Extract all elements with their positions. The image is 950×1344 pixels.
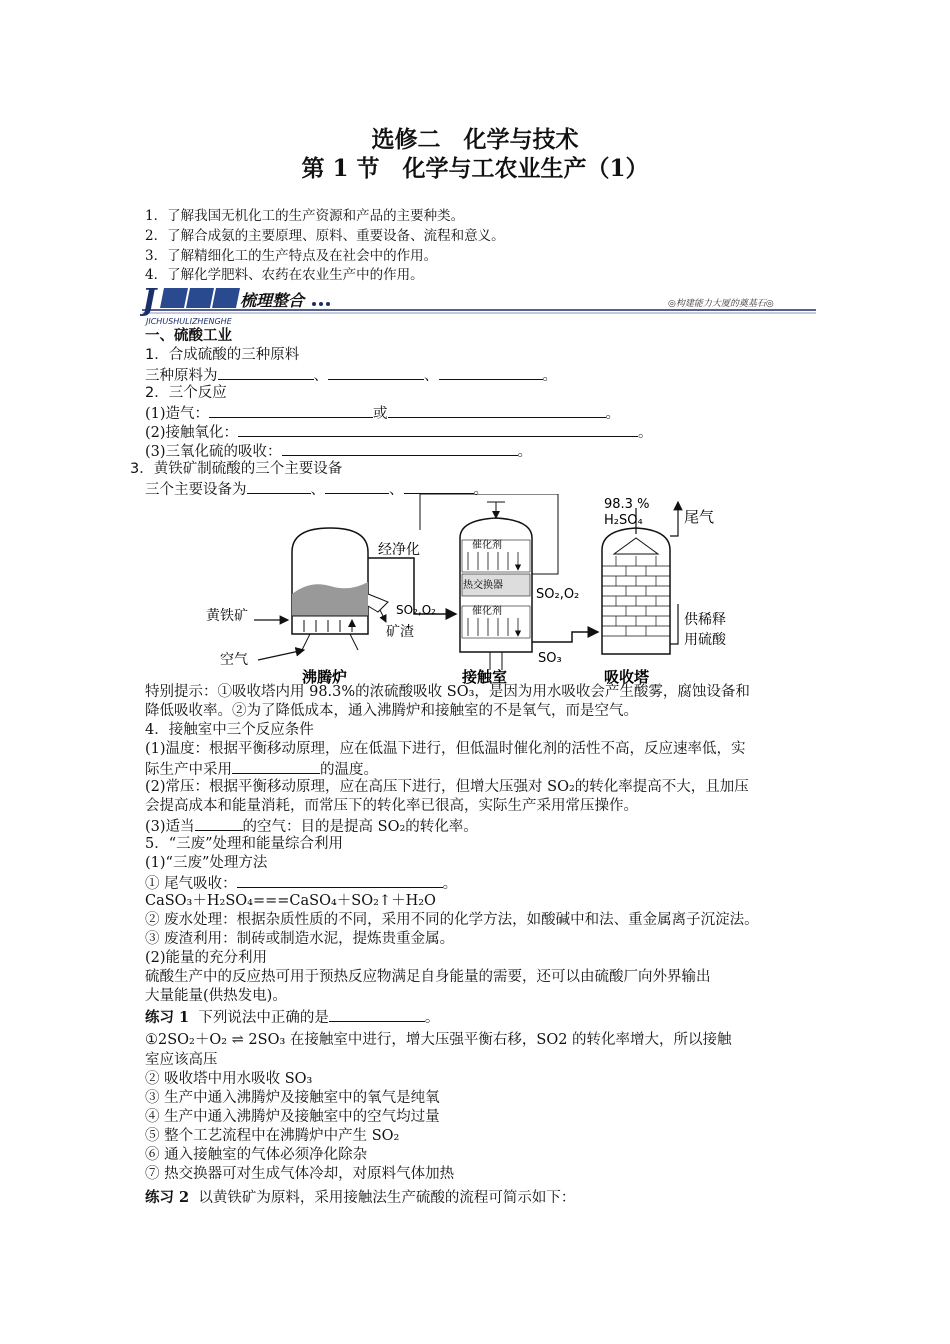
end: 。: [473, 482, 488, 498]
boiling-furnace-label: 沸腾炉: [302, 668, 348, 686]
exercise-label: 练习 2: [145, 1189, 190, 1206]
end: 。: [638, 425, 653, 441]
objective-item: 3．了解精细化工的生产特点及在社会中的作用。: [145, 248, 438, 264]
text: 的空气：目的是提高 SO₂的转化率。: [242, 819, 478, 835]
exercise-1-item: ①2SO₂＋O₂ ⇌ 2SO₃ 在接触室中进行，增大压强平衡右移，SO2 的转化率增大，所以接触: [145, 1032, 732, 1048]
waste-slag-line: ③ 废渣利用：制砖或制造水泥，提炼贵重金属。: [145, 931, 455, 947]
section-banner: [140, 284, 816, 330]
air-label: 空气: [220, 652, 248, 668]
objective-item: 2．了解合成氨的主要原理、原料、重要设备、流程和意义。: [145, 228, 505, 244]
subheading: 2．三个反应: [145, 385, 227, 401]
acid-percent-label: 98.3 %: [604, 497, 650, 512]
absorption-tower: [602, 508, 670, 654]
energy-line-2: 大量能量(供热发电)。: [145, 988, 287, 1004]
reaction-line-2: [145, 422, 653, 443]
subheading: 1．合成硫酸的三种原料: [145, 347, 300, 363]
dilute-acid-label-1: 供稀释: [684, 612, 726, 628]
section-title: 第 1 节 化学与工农业生产（1）: [301, 155, 649, 182]
prefix: 三个主要设备为: [145, 482, 247, 498]
text: 以黄铁矿为原料，采用接触法生产硫酸的流程可简示如下：: [198, 1190, 576, 1206]
air-line: [145, 816, 478, 837]
acid-formula-label: H₂SO₄: [604, 513, 643, 528]
pressure-line-2: 会提高成本和能量消耗，而常压下的转化率已很高，实际生产采用常压操作。: [145, 798, 638, 814]
end: 。: [605, 406, 621, 422]
pressure-line-1: (2)常压：根据平衡移动原理，应在高压下进行，但增大压强对 SO₂的转化率提高不大，且加压: [145, 779, 749, 795]
exercise-1-stem: [145, 1007, 439, 1028]
end: 。: [517, 444, 533, 460]
text: 的温度。: [320, 762, 378, 778]
subheading: 4．接触室中三个反应条件: [145, 722, 314, 738]
exercise-label: 练习 1: [145, 1009, 190, 1026]
objective-item: 4．了解化学肥料、农药在农业生产中的作用。: [145, 267, 424, 283]
text: 。: [442, 876, 458, 892]
raw-materials-line: [145, 365, 557, 386]
banner-slogan: ◎构建能力大厦的奠基石◎: [668, 299, 774, 309]
prefix: 三种原料为: [145, 368, 218, 384]
tip-line-2: 降低吸收率。②为了降低成本，通入沸腾炉和接触室的不是氧气，而是空气。: [145, 703, 638, 719]
exercise-1-item: 室应该高压: [145, 1052, 218, 1068]
equation-line: CaSO₃＋H₂SO₄===CaSO₄＋SO₂↑＋H₂O: [145, 893, 436, 909]
exercise-2-stem: [145, 1188, 575, 1208]
so2o2-label-1: SO₂,O₂: [396, 603, 436, 617]
text: 际生产中采用: [145, 762, 232, 778]
dilute-acid-label-2: 用硫酸: [684, 632, 726, 648]
end: 。: [542, 368, 557, 384]
label: 或: [373, 406, 388, 422]
objective-item: 1．了解我国无机化工的生产资源和产品的主要种类。: [145, 208, 465, 224]
label: (1)造气：: [145, 406, 210, 422]
catalyst-label-top: 催化剂: [472, 540, 502, 551]
exercise-1-item: ③ 生产中通入沸腾炉及接触室中的氧气是纯氧: [145, 1090, 440, 1106]
tip-line-1: 特别提示：①吸收塔内用 98.3%的浓硫酸吸收 SO₃，是因为用水吸收会产生酸雾，腐蚀设备和: [145, 684, 750, 700]
temperature-line-2: [145, 759, 378, 780]
slag-label: 矿渣: [386, 624, 414, 640]
sep: 、: [310, 482, 325, 498]
section-heading: 一、硫酸工业: [145, 328, 232, 344]
wastewater-line: ② 废水处理：根据杂质性质的不同，采用不同的化学方法，如酸碱中和法、重金属离子沉淀法。: [145, 912, 759, 928]
reaction-line-1: [145, 403, 620, 424]
exercise-1-item: ⑤ 整个工艺流程中在沸腾炉中产生 SO₂: [145, 1128, 400, 1144]
energy-heading: (2)能量的充分利用: [145, 950, 268, 966]
tail-gas-label: 尾气: [684, 508, 715, 526]
boiling-furnace: [292, 528, 388, 650]
sep: 、: [389, 482, 404, 498]
label: (2)接触氧化：: [145, 425, 239, 441]
so3-label: SO₃: [538, 651, 562, 666]
pyrite-label: 黄铁矿: [206, 608, 248, 624]
purify-label: 经净化: [378, 542, 420, 558]
text: ① 尾气吸收：: [145, 876, 237, 892]
sep: 、: [424, 368, 439, 384]
exercise-1-item: ⑥ 通入接触室的气体必须净化除杂: [145, 1147, 368, 1163]
reaction-line-3: [145, 441, 532, 462]
exercise-1-item: ② 吸收塔中用水吸收 SO₃: [145, 1071, 313, 1087]
tail-gas-line: [145, 873, 457, 894]
absorption-tower-label: 吸收塔: [604, 668, 650, 686]
sulfuric-acid-process-diagram: [200, 494, 760, 686]
heat-exchanger-label: 热交换器: [463, 580, 503, 591]
banner-pinyin: JICHUSHULIZHENGHE: [146, 317, 232, 326]
contact-chamber-label: 接触室: [462, 668, 508, 686]
text: 。: [424, 1010, 440, 1026]
text: (3)适当: [145, 819, 195, 835]
label: (3)三氧化硫的吸收：: [145, 444, 282, 460]
exercise-1-item: ④ 生产中通入沸腾炉及接触室中的空气均过量: [145, 1109, 440, 1125]
waste-heading: (1)“三废”处理方法: [145, 855, 268, 871]
so2o2-label-2: SO₂,O₂: [536, 587, 580, 602]
energy-line-1: 硫酸生产中的反应热可用于预热反应物满足自身能量的需要，还可以由硫酸厂向外界输出: [145, 969, 711, 985]
exercise-1-item: ⑦ 热交换器可对生成气体冷却，对原料气体加热: [145, 1166, 455, 1182]
banner-title: 梳理整合: [240, 291, 305, 310]
temperature-line-1: (1)温度：根据平衡移动原理，应在低温下进行，但低温时催化剂的活性不高，反应速率低，实: [145, 741, 746, 757]
chapter-title: 选修二 化学与技术: [371, 126, 579, 153]
banner-letter: J: [142, 284, 157, 318]
sep: 、: [313, 368, 328, 384]
subheading: 5．“三废”处理和能量综合利用: [145, 836, 344, 852]
catalyst-label-bottom: 催化剂: [472, 606, 502, 617]
text: 下列说法中正确的是: [198, 1010, 329, 1026]
subheading: 3．黄铁矿制硫酸的三个主要设备: [130, 461, 343, 477]
